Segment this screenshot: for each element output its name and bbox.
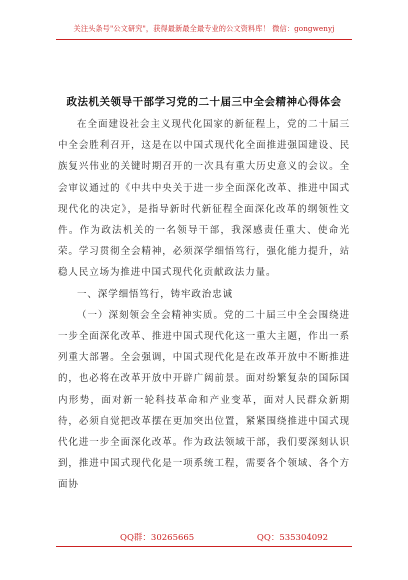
footer-divider (56, 546, 352, 547)
footer-contact (120, 531, 328, 543)
header-banner: 关注头条号"公文研究"，获得最新最全最专业的公文资料库！ 微信：gongwenyj (73, 24, 335, 33)
document-title: 政法机关领导干部学习党的二十届三中全会精神心得体会 (66, 96, 342, 108)
paragraph-section-1: （一）深刻领会全会精神实质。党的二十届三中全会围绕进一步全面深化改革、推进中国式现代化这一重大主题，作出一系列重大部署。全会强调，中国式现代化是在改革开放中不断推进的，也必将在改革开放中开辟广阔前景。面对纷繁复杂的国际国内形势，面对新一轮科技革命和产业变革，面对人民群众新期待，必须自觉把改革摆在更加突出位置，紧紧围绕推进中国式现代化进一步全面深化改革。作为政法领域干部，我们要深刻认识到，推进中国式现代化是一项系统工程，需要各个领域、各个方面协 (58, 309, 350, 491)
header-divider (56, 39, 352, 40)
document-body (58, 114, 350, 496)
qq-group-number: QQ群：30265665 (120, 533, 195, 543)
qq-number: QQ：535304092 (256, 533, 328, 543)
section-heading: 一、深学细悟笃行，铸牢政治忠诚 (77, 288, 234, 300)
paragraph-intro: 在全面建设社会主义现代化国家的新征程上，党的二十届三中全会胜利召开，这是在以中国式现代化全面推进强国建设、民族复兴伟业的关键时期召开的一次具有重大历史意义的会议。全会审议通过的《中共中央关于进一步全面深化改革、推进中国式现代化的决定》，是指导新时代新征程全面深化改革的纲领性文件。作为政法机关的一名领导干部，我深感责任重大、使命光荣。学习贯彻全会精神，必须深学细悟笃行，强化能力提升，站稳人民立场为推进中国式现代化贡献政法力量。 (58, 119, 350, 279)
